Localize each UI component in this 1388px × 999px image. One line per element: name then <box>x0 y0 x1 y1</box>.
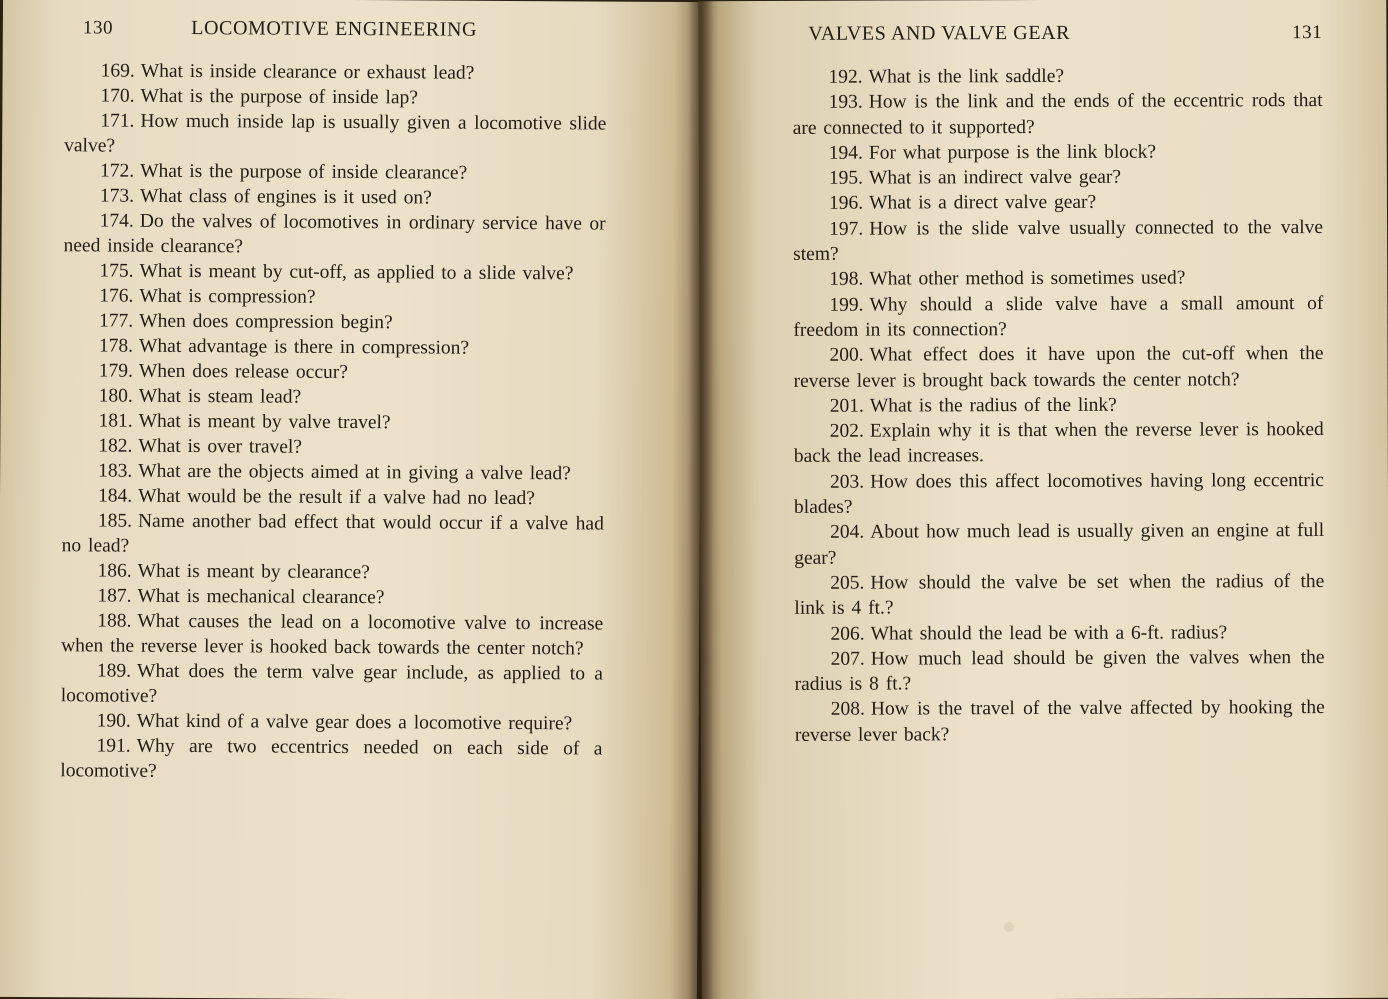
question-item <box>61 558 603 586</box>
question-number: 179. <box>98 360 133 382</box>
question-text: How should the valve be set when the radius of the link is 4 ft.? <box>794 570 1325 620</box>
left-running-title: LOCOMOTIVE ENGINEERING <box>191 17 478 41</box>
question-number: 186. <box>97 560 132 582</box>
question-text: What kind of a valve gear does a locomotive require? <box>136 710 573 735</box>
question-item <box>63 208 605 261</box>
question-item <box>794 620 1324 647</box>
question-item <box>63 383 605 411</box>
question-item <box>794 468 1324 520</box>
question-text: When does release occur? <box>138 360 348 383</box>
question-text: About how much lead is usually given an engine at full gear? <box>794 520 1325 569</box>
question-text: What is meant by cut-off, as applied to a slide valve? <box>139 260 574 285</box>
question-item <box>793 341 1323 393</box>
question-item <box>792 63 1322 90</box>
question-item <box>64 83 606 111</box>
question-number: 204. <box>830 521 865 544</box>
question-number: 194. <box>828 142 863 164</box>
question-item <box>793 139 1323 166</box>
question-item <box>794 569 1324 621</box>
question-item <box>793 190 1323 217</box>
question-item <box>793 215 1323 267</box>
question-number: 200. <box>829 344 864 367</box>
question-text: What is meant by valve travel? <box>138 410 391 434</box>
question-item <box>63 308 605 336</box>
question-number: 170. <box>100 85 135 107</box>
question-text: Why are two eccentrics needed on each side of a locomotive? <box>60 735 603 782</box>
left-page-number: 130 <box>82 17 114 39</box>
question-number: 177. <box>99 310 134 332</box>
question-number: 206. <box>830 623 865 645</box>
question-text: What is over travel? <box>138 435 303 458</box>
question-number: 198. <box>829 269 864 291</box>
question-item <box>63 258 605 286</box>
question-text: What is an indirect valve gear? <box>868 166 1122 189</box>
question-text: What is the radius of the link? <box>869 394 1117 417</box>
question-item <box>62 408 604 436</box>
question-text: How much lead should be given the valves when the radius is 8 ft.? <box>794 646 1325 695</box>
question-text: When does compression begin? <box>139 310 393 334</box>
question-item <box>65 58 607 86</box>
question-number: 181. <box>98 410 133 432</box>
question-number: 184. <box>97 485 133 507</box>
question-number: 199. <box>829 294 864 316</box>
question-number: 202. <box>829 420 864 442</box>
question-text: What is steam lead? <box>138 385 302 408</box>
right-running-head <box>792 21 1322 47</box>
question-item <box>794 417 1324 469</box>
question-text: How is the slide valve usually connected to the valve stem? <box>793 216 1324 265</box>
question-item <box>793 164 1323 191</box>
question-text: What would be the result if a valve had no lead? <box>138 485 536 510</box>
question-item <box>793 291 1323 343</box>
question-item <box>62 508 604 561</box>
left-question-list <box>60 58 606 786</box>
question-number: 189. <box>96 660 132 682</box>
question-number: 207. <box>830 648 865 670</box>
question-number: 197. <box>829 218 864 240</box>
question-text: What causes the lead on a locomotive valve to increase when the reverse lever is hooked back towards the center notch? <box>61 610 604 660</box>
question-number: 203. <box>829 471 865 493</box>
question-item <box>60 733 602 786</box>
question-item <box>61 708 603 736</box>
question-number: 175. <box>99 260 134 282</box>
question-text: Do the valves of locomotives in ordinary service have or need inside clearance? <box>63 210 606 258</box>
right-page <box>698 0 1388 999</box>
question-text: What is a direct valve gear? <box>869 192 1097 215</box>
question-number: 176. <box>99 285 134 307</box>
question-text: What advantage is there in compression? <box>138 335 470 359</box>
question-number: 172. <box>99 160 135 182</box>
right-page-number: 131 <box>1292 22 1323 44</box>
question-number: 192. <box>828 66 863 88</box>
question-text: What are the objects aimed at in giving a valve lead? <box>138 460 571 485</box>
question-number: 205. <box>830 572 865 594</box>
right-question-list <box>792 63 1324 748</box>
question-number: 195. <box>828 167 864 189</box>
question-item <box>61 658 603 711</box>
question-item <box>793 88 1323 140</box>
question-text: What other method is sometimes used? <box>869 267 1186 290</box>
question-item <box>61 608 603 661</box>
question-number: 193. <box>828 91 863 114</box>
question-text: What is the purpose of inside clearance? <box>140 160 468 184</box>
question-text: What is the purpose of inside lap? <box>140 85 419 109</box>
question-item <box>62 433 604 461</box>
question-number: 190. <box>96 710 131 732</box>
question-text: How does this affect locomotives having long eccentric blades? <box>793 469 1324 518</box>
question-text: How is the travel of the valve affected by hooking the reverse lever back? <box>794 697 1325 746</box>
question-text: How much inside lap is usually given a locomotive slide valve? <box>64 110 607 157</box>
question-number: 208. <box>830 699 865 721</box>
right-running-title: VALVES AND VALVE GEAR <box>808 21 1071 45</box>
question-number: 178. <box>98 335 134 357</box>
question-text: Why should a slide valve have a small amount of freedom in its connection? <box>793 292 1324 341</box>
question-text: What effect does it have upon the cut-off when the reverse lever is brought back towards the center notch? <box>793 343 1324 392</box>
question-number: 171. <box>100 110 135 132</box>
question-number: 180. <box>98 385 133 407</box>
question-item <box>63 333 605 361</box>
question-item <box>62 483 604 511</box>
question-text: What is the link saddle? <box>868 65 1065 88</box>
question-item <box>63 358 605 386</box>
question-text: What should the lead be with a 6-ft. radius? <box>870 621 1228 645</box>
question-number: 174. <box>99 210 134 232</box>
question-number: 196. <box>828 193 864 215</box>
question-item <box>61 583 603 611</box>
question-number: 185. <box>97 510 133 532</box>
question-item <box>793 265 1323 292</box>
question-item <box>62 458 604 486</box>
question-text: What is inside clearance or exhaust lead? <box>140 60 475 84</box>
question-item <box>795 695 1325 747</box>
question-text: How is the link and the ends of the eccentric rods that are connected to it supported? <box>792 90 1323 139</box>
question-number: 173. <box>99 185 135 207</box>
question-item <box>63 283 605 311</box>
question-item <box>794 518 1324 570</box>
question-text: Name another bad effect that would occur if a valve had no lead? <box>61 510 604 557</box>
question-text: What is compression? <box>139 285 316 308</box>
question-number: 183. <box>98 460 133 482</box>
question-number: 201. <box>829 395 864 417</box>
question-item <box>64 108 606 161</box>
question-text: What is meant by clearance? <box>137 560 370 584</box>
question-text: For what purpose is the link block? <box>868 141 1157 164</box>
question-number: 187. <box>97 585 132 607</box>
question-text: What class of engines is it used on? <box>139 185 432 209</box>
question-number: 182. <box>98 435 133 457</box>
left-running-head <box>83 16 607 43</box>
question-number: 191. <box>96 735 131 757</box>
question-text: What does the term valve gear include, as applied to a locomotive? <box>60 660 604 707</box>
question-item <box>64 183 606 211</box>
question-number: 169. <box>100 60 135 82</box>
question-text: Explain why it is that when the reverse lever is hooked back the lead increases. <box>793 419 1324 468</box>
question-text: What is mechanical clearance? <box>137 585 385 609</box>
question-item <box>795 645 1325 697</box>
question-number: 188. <box>97 610 132 632</box>
question-item <box>794 392 1324 419</box>
question-item <box>64 158 606 186</box>
